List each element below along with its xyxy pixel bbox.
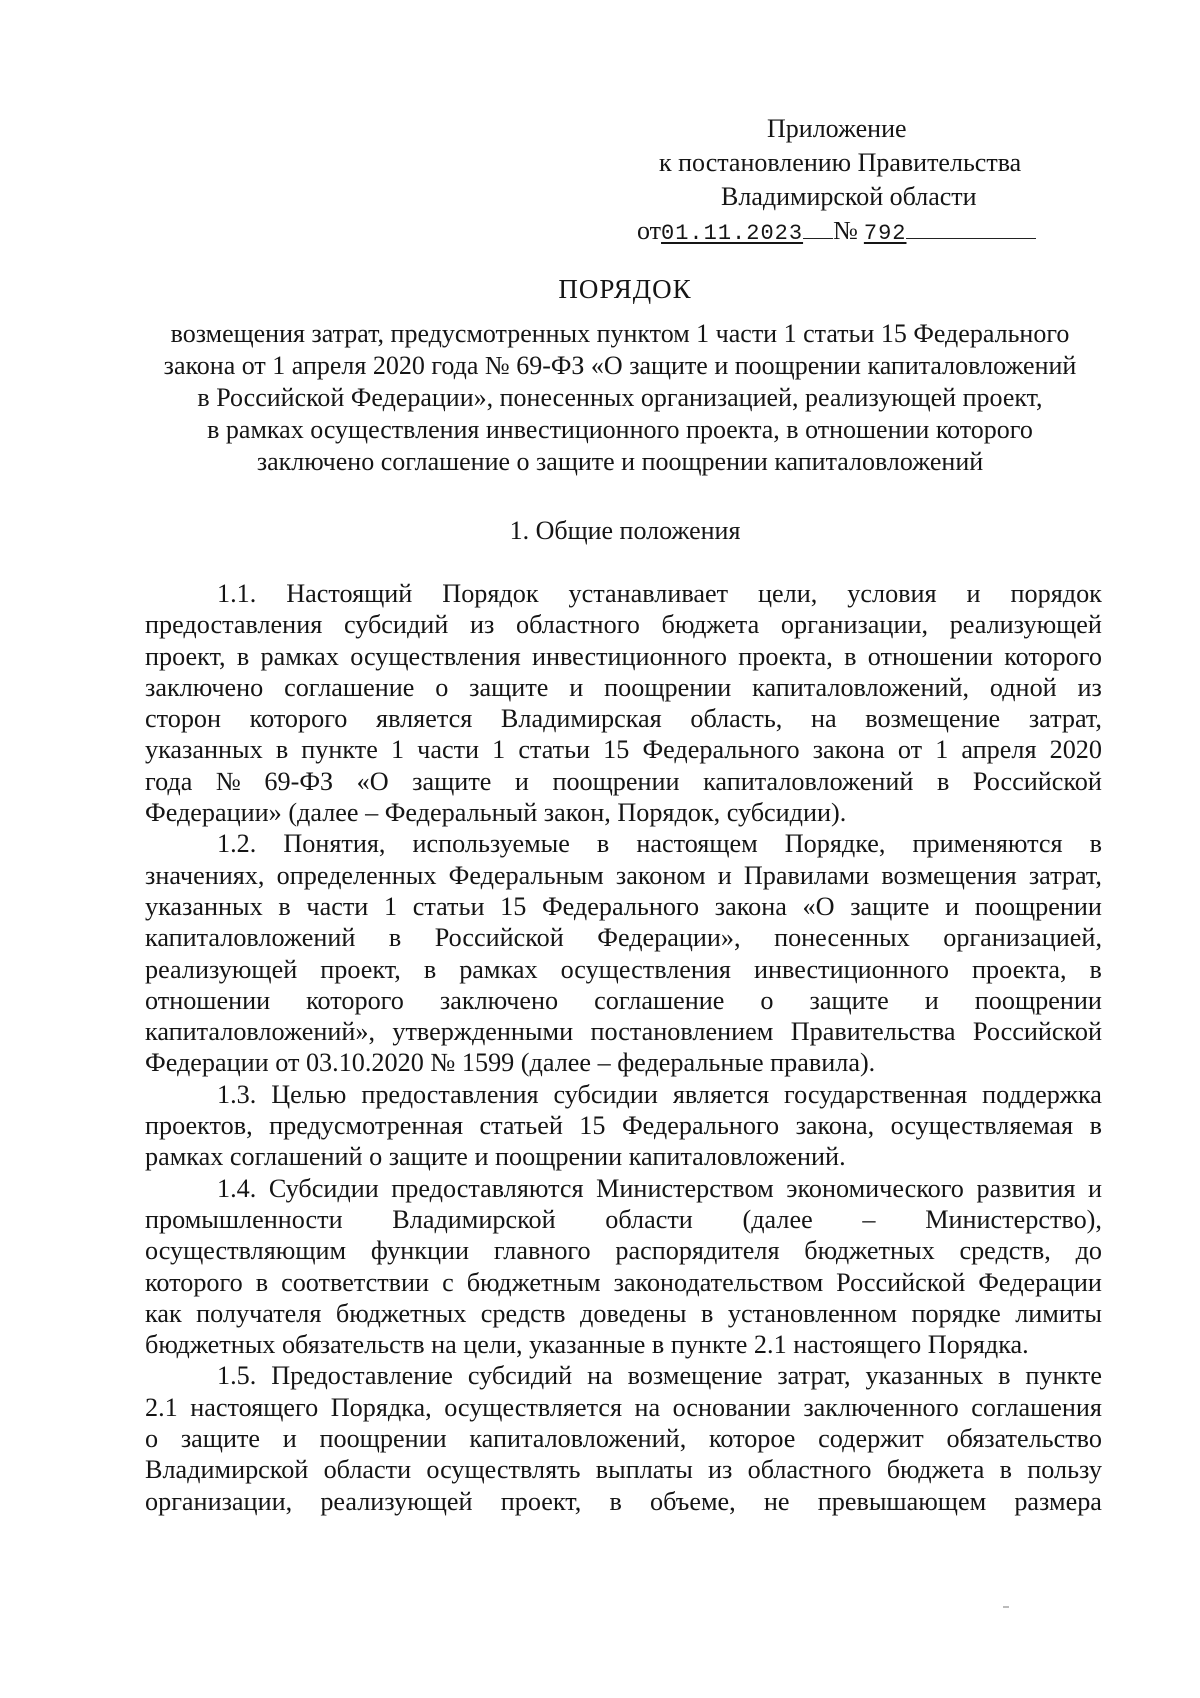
paragraph-line: которого в соответствии с бюджетным законодательством Российской Федерации xyxy=(145,1267,1102,1297)
subtitle-line: закона от 1 апреля 2020 года № 69-ФЗ «О защите и поощрении капиталовложений xyxy=(163,351,1077,380)
paragraph-line: Владимирской области осуществлять выплаты из областного бюджета в пользу xyxy=(145,1455,1102,1485)
subtitle-line: возмещения затрат, предусмотренных пунктом 1 части 1 статьи 15 Федерального xyxy=(170,319,1070,348)
document-subtitle xyxy=(140,318,1100,478)
paragraph-line: указанных в пункте 1 части 1 статьи 15 Федерального закона от 1 апреля 2020 xyxy=(145,735,1102,765)
section-heading: 1. Общие положения xyxy=(509,516,741,545)
paragraph-line: осуществляющим функции главного распорядителя бюджетных средств, до xyxy=(145,1236,1102,1266)
paragraph-line: капиталовложений в Российской Федерации», понесенных организацией, xyxy=(145,923,1102,953)
paragraph-line: о защите и поощрении капиталовложений, которое содержит обязательство xyxy=(145,1424,1102,1454)
appendix-resolution-ref: к постановлению Правительства xyxy=(659,148,1022,177)
document-title: ПОРЯДОК xyxy=(558,274,692,304)
paragraph-line: капиталовложений», утвержденными постановлением Правительства Российской xyxy=(145,1017,1102,1047)
paragraph-line: отношении которого заключено соглашение о защите и поощрении xyxy=(145,985,1102,1015)
appendix-region: Владимирской области xyxy=(721,182,977,211)
paragraph-line: организации, реализующей проект, в объеме, не превышающем размера xyxy=(145,1486,1102,1516)
appendix-date-number xyxy=(630,214,1070,251)
date-blank-line xyxy=(803,220,833,239)
subtitle-line: в рамках осуществления инвестиционного проекта, в отношении которого xyxy=(207,415,1033,444)
paragraph-line: 2.1 настоящего Порядка, осуществляется на основании заключенного соглашения xyxy=(145,1392,1102,1422)
paragraph-line: бюджетных обязательств на цели, указанные в пункте 2.1 настоящего Порядка. xyxy=(145,1330,1029,1360)
paragraph-line: проект, в рамках осуществления инвестиционного проекта, в отношении которого xyxy=(145,641,1102,671)
paragraph-line: проектов, предусмотренная статьей 15 Федерального закона, осуществляемая в xyxy=(145,1111,1102,1141)
resolution-date: 01.11.2023 xyxy=(661,221,804,246)
number-sign: № xyxy=(833,216,858,245)
paragraph-line: указанных в части 1 статьи 15 Федерального закона «О защите и поощрении xyxy=(145,891,1102,921)
subtitle-line: в Российской Федерации», понесенных организацией, реализующей проект, xyxy=(197,383,1043,412)
paragraph-line: значениях, определенных Федеральным законом и Правилами возмещения затрат, xyxy=(145,860,1102,890)
paragraph-line: заключено соглашение о защите и поощрении капиталовложений, одной из xyxy=(145,672,1102,702)
resolution-number: 792 xyxy=(863,221,907,246)
paragraph-line: предоставления субсидий из областного бюджета организации, реализующей xyxy=(145,610,1102,640)
paragraph-line: промышленности Владимирской области (далее – Министерство), xyxy=(145,1204,1102,1234)
number-blank-line xyxy=(906,220,1036,239)
date-prefix: от xyxy=(637,216,662,245)
paragraph-line: года № 69-ФЗ «О защите и поощрении капиталовложений в Российской xyxy=(145,766,1102,796)
appendix-label: Приложение xyxy=(767,114,907,143)
paragraph-line: Федерации от 03.10.2020 № 1599 (далее – федеральные правила). xyxy=(145,1048,876,1078)
paragraph-line: сторон которого является Владимирская область, на возмещение затрат, xyxy=(145,704,1102,734)
scan-speck xyxy=(1003,1606,1009,1608)
paragraph-line: 1.5. Предоставление субсидий на возмещение затрат, указанных в пункте xyxy=(217,1361,1102,1391)
subtitle-line: заключено соглашение о защите и поощрении капиталовложений xyxy=(256,447,984,476)
paragraph-line: 1.1. Настоящий Порядок устанавливает цели, условия и порядок xyxy=(217,579,1102,608)
body-text xyxy=(145,578,1102,1517)
paragraph-line: 1.4. Субсидии предоставляются Министерством экономического развития и xyxy=(217,1173,1102,1203)
paragraph-line: рамках соглашений о защите и поощрении капиталовложений. xyxy=(145,1142,846,1172)
appendix-header xyxy=(630,112,1070,251)
paragraph-line: как получателя бюджетных средств доведены в установленном порядке лимиты xyxy=(145,1298,1102,1328)
paragraph-line: Федерации» (далее – Федеральный закон, Порядок, субсидии). xyxy=(145,798,847,828)
paragraph-line: 1.2. Понятия, используемые в настоящем Порядке, применяются в xyxy=(217,829,1102,859)
paragraph-line: 1.3. Целью предоставления субсидии является государственная поддержка xyxy=(217,1079,1102,1109)
paragraph-line: реализующей проект, в рамках осуществления инвестиционного проекта, в xyxy=(145,954,1102,984)
